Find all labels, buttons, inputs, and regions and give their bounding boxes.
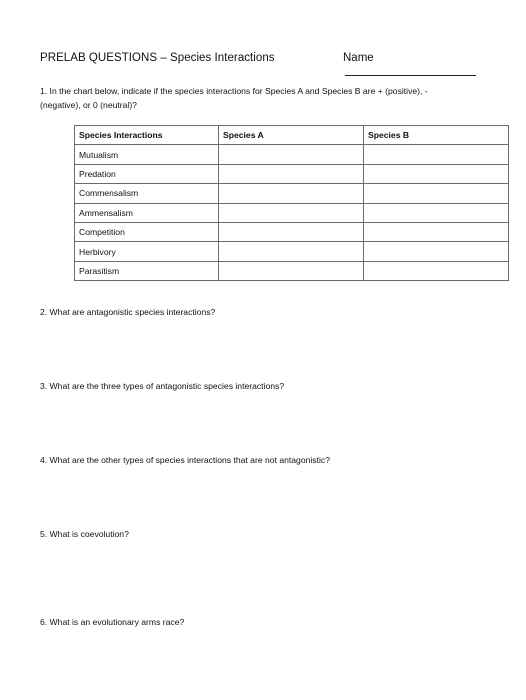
row-label-commensalism: Commensalism — [75, 184, 219, 203]
table-row — [75, 261, 509, 280]
question-6: 6. What is an evolutionary arms race? — [40, 617, 185, 627]
table-row — [75, 203, 509, 222]
species-interactions-table — [74, 125, 509, 281]
answer-cell-species-b[interactable] — [364, 242, 509, 261]
answer-cell-species-a[interactable] — [219, 222, 364, 241]
header-species-interactions: Species Interactions — [75, 126, 219, 145]
answer-cell-species-b[interactable] — [364, 164, 509, 183]
name-blank-line[interactable] — [345, 64, 476, 76]
answer-cell-species-b[interactable] — [364, 184, 509, 203]
table-row — [75, 145, 509, 164]
row-label-ammensalism: Ammensalism — [75, 203, 219, 222]
row-label-parasitism: Parasitism — [75, 261, 219, 280]
table-row — [75, 164, 509, 183]
question-1: 1. In the chart below, indicate if the species interactions for Species A and Species B are + (positive), - (negative), or 0 (neutral)? — [40, 86, 428, 110]
name-field — [343, 52, 506, 76]
row-label-competition: Competition — [75, 222, 219, 241]
worksheet-title: PRELAB QUESTIONS – Species Interactions — [40, 52, 275, 64]
answer-cell-species-b[interactable] — [364, 261, 509, 280]
question-3: 3. What are the three types of antagonistic species interactions? — [40, 381, 285, 391]
question-5: 5. What is coevolution? — [40, 529, 129, 539]
name-label: Name — [343, 52, 374, 64]
header-species-b: Species B — [364, 126, 509, 145]
answer-cell-species-a[interactable] — [219, 242, 364, 261]
answer-cell-species-a[interactable] — [219, 261, 364, 280]
table-row — [75, 242, 509, 261]
table-header-row — [75, 126, 509, 145]
header-species-a: Species A — [219, 126, 364, 145]
worksheet-header — [40, 52, 506, 68]
row-label-predation: Predation — [75, 164, 219, 183]
answer-cell-species-b[interactable] — [364, 145, 509, 164]
table-row — [75, 184, 509, 203]
answer-cell-species-a[interactable] — [219, 203, 364, 222]
answer-cell-species-a[interactable] — [219, 145, 364, 164]
answer-cell-species-a[interactable] — [219, 164, 364, 183]
row-label-herbivory: Herbivory — [75, 242, 219, 261]
answer-cell-species-b[interactable] — [364, 222, 509, 241]
row-label-mutualism: Mutualism — [75, 145, 219, 164]
table-row — [75, 222, 509, 241]
answer-cell-species-a[interactable] — [219, 184, 364, 203]
question-4: 4. What are the other types of species interactions that are not antagonistic? — [40, 455, 330, 465]
question-2: 2. What are antagonistic species interactions? — [40, 307, 216, 317]
answer-cell-species-b[interactable] — [364, 203, 509, 222]
